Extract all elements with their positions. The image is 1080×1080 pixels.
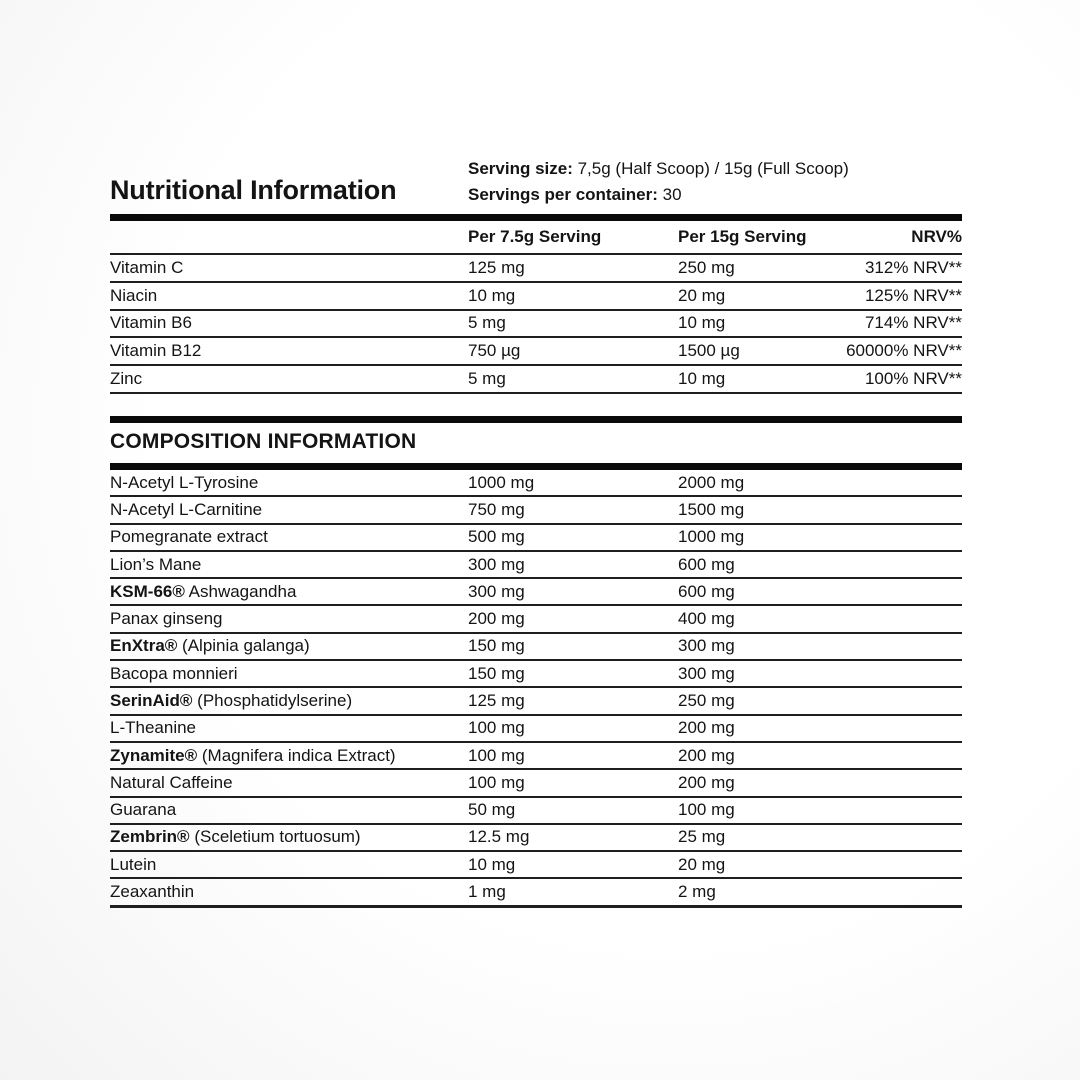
ingredient-name [110,800,468,820]
servings-per-container-value: 30 [657,185,682,204]
amount-full-serving: 200 mg [678,718,735,738]
composition-row [110,743,962,770]
ingredient-rest: L-Theanine [110,718,197,738]
ingredient-brand: Zembrin® [110,827,190,847]
nrv-value: 125% NRV** [864,285,962,305]
servings-per-container-line [468,182,962,208]
amount-full-serving: 25 mg [678,827,726,847]
ingredient-brand: Zynamite® [110,745,198,765]
amount-half-serving: 10 mg [468,285,516,305]
amount-half-serving: 300 mg [468,581,525,601]
ingredient-name [110,773,468,793]
ingredient-rest: (Alpinia galanga) [177,636,310,656]
composition-row [110,770,962,797]
nutrient-name: Vitamin C [110,257,184,277]
amount-half-serving: 150 mg [468,636,525,656]
ingredient-rest: Guarana [110,800,177,820]
serving-info [468,156,962,214]
amount-half-serving: 12.5 mg [468,827,530,847]
nutrition-table [110,221,962,394]
composition-row [110,552,962,579]
nutrition-row [110,311,962,339]
ingredient-rest: (Sceletium tortuosum) [189,827,361,847]
column-header-half-serving: Per 7.5g Serving [468,227,602,246]
amount-full-serving: 300 mg [678,636,735,656]
ingredient-brand: KSM-66® [110,581,185,601]
amount-full-serving: 2 mg [678,882,716,902]
column-header-full-serving: Per 15g Serving [678,227,807,246]
nutrient-name: Vitamin B6 [110,313,192,333]
composition-rows [110,470,962,908]
column-header-nrv: NRV% [911,227,962,246]
ingredient-rest: N-Acetyl L-Tyrosine [110,472,259,492]
ingredient-brand: EnXtra® [110,636,178,656]
amount-full-serving: 1000 mg [678,527,745,547]
serving-size-value: 7,5g (Half Scoop) / 15g (Full Scoop) [572,159,849,178]
amount-half-serving: 5 mg [468,369,506,389]
nutrition-row [110,338,962,366]
ingredient-name [110,882,468,902]
amount-half-serving: 750 µg [468,341,521,361]
ingredient-rest: Natural Caffeine [110,772,233,792]
composition-row [110,798,962,825]
ingredient-rest: (Phosphatidylserine) [192,691,353,710]
section-gap [110,394,962,416]
ingredient-name [110,827,468,847]
amount-full-serving: 250 mg [678,257,735,277]
nutrient-name: Niacin [110,285,158,305]
ingredient-rest: Panax ginseng [110,609,223,629]
amount-full-serving: 250 mg [678,691,735,710]
composition-row [110,525,962,552]
page-title: Nutritional Information [110,175,397,205]
ingredient-name [110,609,468,629]
ingredient-rest: Pomegranate extract [110,527,268,547]
ingredient-name [110,473,468,493]
nutrition-table-header [110,221,962,255]
ingredient-name [110,527,468,547]
amount-half-serving: 125 mg [468,257,525,277]
ingredient-name [110,582,468,602]
amount-half-serving: 500 mg [468,527,525,547]
nutrition-row [110,255,962,283]
serving-size-line [468,156,962,182]
nrv-value: 60000% NRV** [846,341,962,361]
column-header-blank [110,247,468,253]
composition-row [110,634,962,661]
composition-row [110,661,962,688]
amount-full-serving: 20 mg [678,854,726,874]
nutrition-row [110,283,962,311]
ingredient-brand: SerinAid® [110,691,193,710]
amount-half-serving: 50 mg [468,800,516,820]
composition-row [110,852,962,879]
serving-size-label: Serving size: [468,159,573,178]
divider-bar-top [110,214,962,221]
nutrition-label [110,156,962,908]
amount-full-serving: 1500 µg [678,341,740,361]
ingredient-rest: N-Acetyl L-Carnitine [110,499,263,519]
amount-half-serving: 125 mg [468,691,525,710]
ingredient-name [110,855,468,875]
ingredient-rest: (Magnifera indica Extract) [197,745,396,765]
amount-full-serving: 10 mg [678,369,726,389]
ingredient-name [110,555,468,575]
ingredient-name [110,664,468,684]
amount-full-serving: 10 mg [678,313,726,333]
nrv-value: 312% NRV** [864,257,962,277]
amount-half-serving: 1000 mg [468,472,535,492]
nutrient-name: Vitamin B12 [110,341,202,361]
label-header [110,156,962,214]
amount-full-serving: 200 mg [678,772,735,792]
composition-row [110,879,962,907]
ingredient-rest: Zeaxanthin [110,882,195,902]
nrv-value: 714% NRV** [864,313,962,333]
ingredient-name [110,691,468,711]
nutrition-row [110,366,962,394]
nrv-value: 100% NRV** [864,369,962,389]
amount-full-serving: 20 mg [678,285,726,305]
ingredient-name [110,500,468,520]
ingredient-rest: Bacopa monnieri [110,663,238,683]
amount-half-serving: 100 mg [468,718,525,738]
amount-half-serving: 150 mg [468,663,525,683]
amount-half-serving: 100 mg [468,772,525,792]
amount-full-serving: 1500 mg [678,499,745,519]
amount-half-serving: 100 mg [468,745,525,765]
composition-row [110,688,962,715]
composition-heading: COMPOSITION INFORMATION [110,429,417,453]
amount-full-serving: 200 mg [678,745,735,765]
amount-half-serving: 750 mg [468,499,525,519]
composition-row [110,825,962,852]
ingredient-rest: Ashwagandha [184,581,297,601]
amount-full-serving: 600 mg [678,554,735,574]
servings-per-container-label: Servings per container: [468,185,658,204]
amount-full-serving: 2000 mg [678,472,745,492]
amount-half-serving: 1 mg [468,882,506,902]
ingredient-rest: Lutein [110,854,157,874]
amount-half-serving: 5 mg [468,313,506,333]
ingredient-rest: Lion’s Mane [110,554,202,574]
amount-half-serving: 300 mg [468,554,525,574]
divider-bar-composition-bottom [110,463,962,470]
amount-half-serving: 10 mg [468,854,516,874]
composition-row [110,579,962,606]
composition-row [110,470,962,497]
nutrient-name: Zinc [110,369,143,389]
composition-row [110,606,962,633]
amount-half-serving: 200 mg [468,609,525,629]
ingredient-name [110,718,468,738]
amount-full-serving: 100 mg [678,800,735,820]
ingredient-name [110,746,468,766]
amount-full-serving: 400 mg [678,609,735,629]
nutrition-rows [110,255,962,394]
composition-row [110,716,962,743]
ingredient-name [110,636,468,656]
amount-full-serving: 600 mg [678,581,735,601]
divider-bar-composition-top [110,416,962,423]
composition-row [110,497,962,524]
amount-full-serving: 300 mg [678,663,735,683]
